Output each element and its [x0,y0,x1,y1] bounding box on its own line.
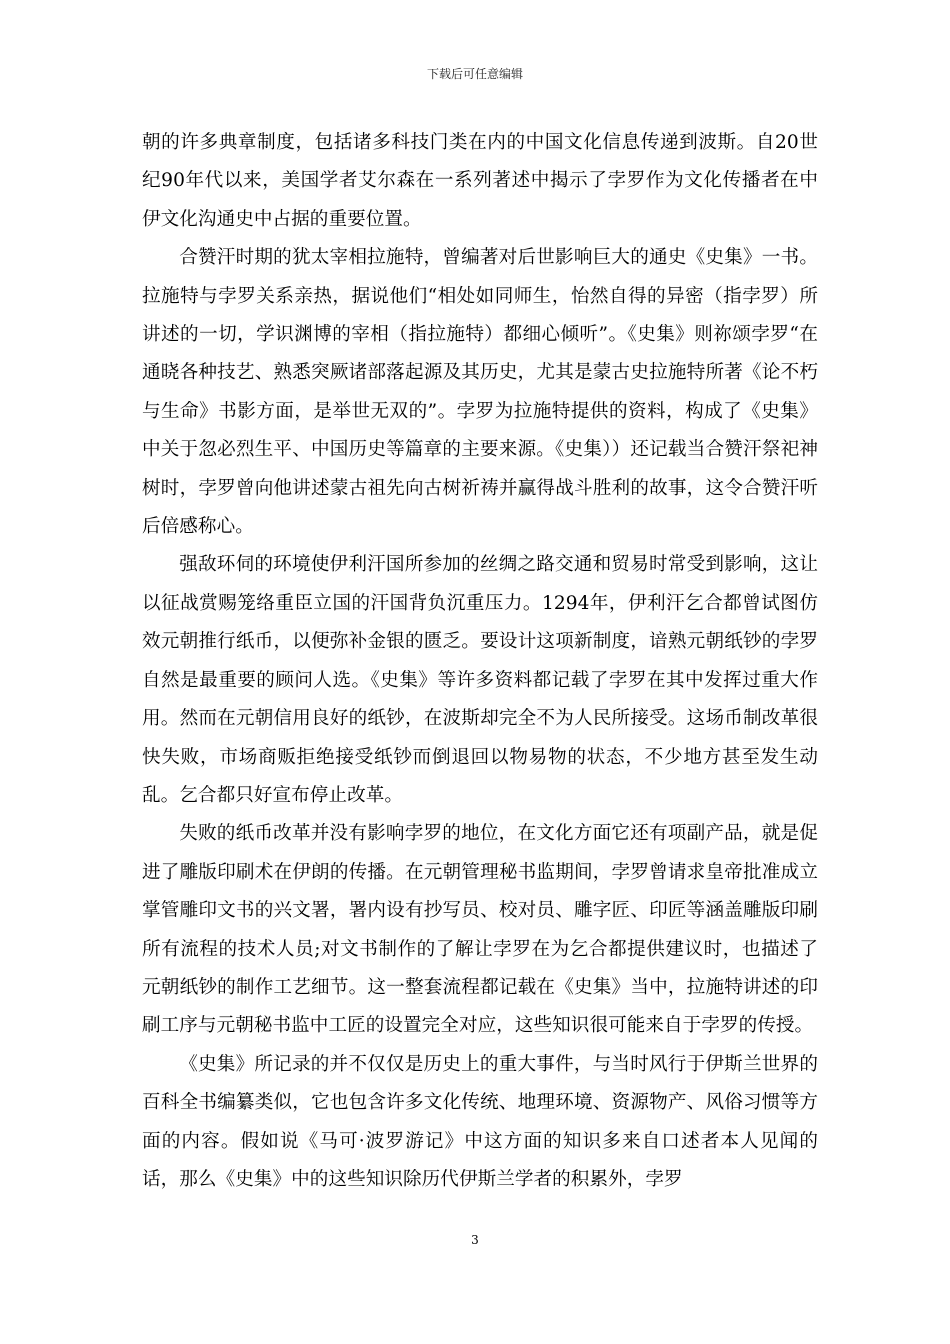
paragraph-1: 朝的许多典章制度，包括诸多科技门类在内的中国文化信息传递到波斯。自20世纪90年代以来，美国学者艾尔森在一系列著述中揭示了孛罗作为文化传播者在中伊文化沟通史中占据的重要位置。 [142,132,818,230]
paragraph-3: 强敌环伺的环境使伊利汗国所参加的丝绸之路交通和贸易时常受到影响，这让以征战赏赐笼络重臣立国的汗国背负沉重压力。1294年，伊利汗乞合都曾试图仿效元朝推行纸币，以便弥补金银的匮乏。要设计这项新制度，谙熟元朝纸钞的孛罗自然是最重要的顾问人选。《史集》等许多资料都记载了孛罗在其中发挥过重大作用。然而在元朝信用良好的纸钞，在波斯却完全不为人民所接受。这场币制改革很快失败，市场商贩拒绝接受纸钞而倒退回以物易物的状态，不少地方甚至发生动乱。乞合都只好宣布停止改革。 [142,554,818,806]
paragraph-4: 失败的纸币改革并没有影响孛罗的地位，在文化方面它还有项副产品，就是促进了雕版印刷术在伊朗的传播。在元朝管理秘书监期间，孛罗曾请求皇帝批准成立掌管雕印文书的兴文署，署内设有抄写员、校对员、雕字匠、印匠等涵盖雕版印刷所有流程的技术人员;对文书制作的了解让孛罗在为乞合都提供建议时，也描述了元朝纸钞的制作工艺细节。这一整套流程都记载在《史集》当中，拉施特讲述的印刷工序与元朝秘书监中工匠的设置完全对应，这些知识很可能来自于孛罗的传授。 [142,823,818,1037]
page-number: 3 [471,1233,479,1247]
document-body [142,124,818,1199]
page-header: 下载后可任意编辑 [426,67,523,81]
paragraph-5: 《史集》所记录的并不仅仅是历史上的重大事件，与当时风行于伊斯兰世界的百科全书编纂类似，它也包含许多文化传统、地理环境、资源物产、风俗习惯等方面的内容。假如说《马可·波罗游记》中这方面的知识多来自口述者本人见闻的话，那么《史集》中的这些知识除历代伊斯兰学者的积累外，孛罗 [142,1053,818,1190]
paragraph-2: 合赞汗时期的犹太宰相拉施特，曾编著对后世影响巨大的通史《史集》一书。拉施特与孛罗关系亲热，据说他们“相处如同师生，怡然自得的异密（指孛罗）所讲述的一切，学识渊博的宰相（指拉施特）都细心倾听”。《史集》则祢颂孛罗“在通晓各种技艺、熟悉突厥诸部落起源及其历史，尤其是蒙古史拉施特所著《论不朽与生命》书影方面，是举世无双的”。孛罗为拉施特提供的资料，构成了《史集》中关于忽必烈生平、中国历史等篇章的主要来源。《史集））还记载当合赞汗祭祀神树时，孛罗曾向他讲述蒙古祖先向古树祈祷并赢得战斗胜利的故事，这令合赞汗听后倍感称心。 [142,247,819,538]
